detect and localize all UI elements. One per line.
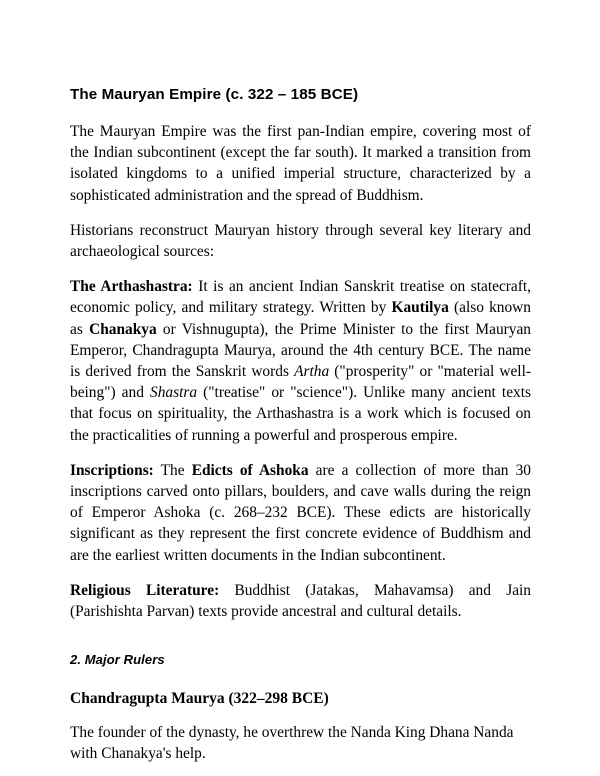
arthashastra-text-5: ("treatise" or "science"). Unlike many ancient texts that focus on spirituality, the Arthashastra is a work which is focused on the practicalities of running a powerful and prosperous empire.: [70, 384, 531, 444]
arthashastra-term-artha: Artha: [294, 363, 330, 381]
arthashastra-text-4: ("prosperity" or "material well-being") and: [70, 363, 531, 402]
paragraph-arthashastra: [70, 276, 531, 446]
inscriptions-text-1: The: [153, 461, 192, 479]
religious-literature-label: Religious Literature:: [70, 581, 220, 599]
inscriptions-emphasis: Edicts of Ashoka: [191, 461, 309, 479]
paragraph-intro: The Mauryan Empire was the first pan-Indian empire, covering most of the Indian subcontinent (except the far south). It marked a transition from isolated kingdoms to a unified imperial structure, characterized by a sophisticated administration and the spread of Buddhism.: [70, 123, 531, 204]
religious-literature-text: Buddhist (Jatakas, Mahavamsa) and Jain (Parishishta Parvan) texts provide ancestral and cultural details.: [70, 581, 532, 621]
paragraph-inscriptions: [70, 460, 531, 566]
paragraph-religious-literature: [70, 580, 531, 622]
page-title: The Mauryan Empire (c. 322 – 185 BCE): [70, 86, 359, 103]
inscriptions-text-2: are a collection of more than 30 inscriptions carved onto pillars, boulders, and cave walls during the reign of Emperor Ashoka (c. 268–232 BCE). These edicts are historically significant as they represent the first concrete evidence of Buddhism and are the earliest written documents in the Indian subcontinent.: [70, 461, 531, 564]
arthashastra-text-3: or Vishnugupta), the Prime Minister to the first Mauryan Emperor, Chandragupta Maurya, around the 4th century BCE. The name is derived from the Sanskrit words: [70, 320, 531, 381]
arthashastra-author: Kautilya: [391, 299, 449, 317]
arthashastra-text-1: It is an ancient Indian Sanskrit treatise on statecraft, economic policy, and military strategy. Written by: [70, 278, 531, 317]
arthashastra-author-alt: Chanakya: [89, 320, 157, 338]
arthashastra-term-shastra: Shastra: [150, 384, 198, 402]
paragraph-chandragupta-body: The founder of the dynasty, he overthrew the Nanda King Dhana Nanda with Chanakya's help.: [70, 724, 514, 763]
section-heading-major-rulers: 2. Major Rulers: [70, 652, 165, 668]
sub-heading-chandragupta-maurya: Chandragupta Maurya (322–298 BCE): [70, 690, 329, 708]
arthashastra-label: The Arthashastra:: [70, 278, 193, 296]
arthashastra-text-2: (also known as: [70, 299, 531, 338]
inscriptions-label: Inscriptions:: [70, 461, 154, 479]
paragraph-sources-lead: Historians reconstruct Mauryan history through several key literary and archaeological sources:: [70, 221, 531, 261]
